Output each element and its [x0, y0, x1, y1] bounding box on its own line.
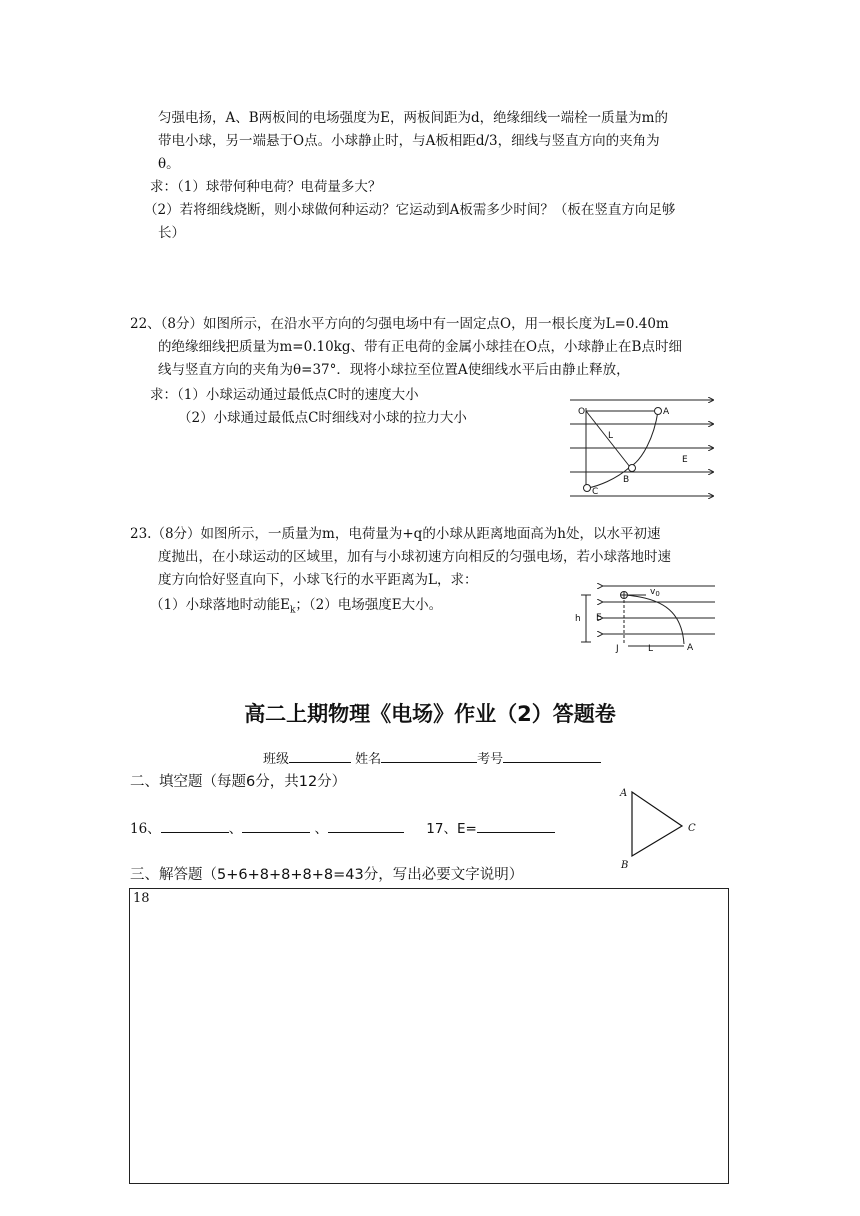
triangle-figure [618, 782, 702, 874]
label-C: C [688, 823, 696, 834]
student-info-line [263, 748, 601, 771]
section2-heading: 二、填空题（每题6分，共12分） [130, 774, 347, 790]
q23-line3: 度方向恰好竖直向下，小球飞行的水平距离为L，求： [158, 572, 478, 588]
ball-C [584, 485, 591, 492]
q22-figure [570, 390, 720, 500]
q17-blank[interactable] [477, 818, 555, 833]
label-J: J [616, 644, 619, 654]
label-A: A [620, 788, 628, 799]
answer-box-18[interactable] [129, 888, 729, 1184]
label-A: A [687, 643, 694, 653]
q21-line1: 匀强电扬，A、B两板间的电场强度为E，两板间距为d，绝缘细线一端栓一质量为m的 [158, 110, 668, 126]
q23-ask-part2: ；（2）电场强度E大小。 [295, 597, 443, 613]
class-label: 班级 [263, 752, 290, 767]
q21-ask2b: 长） [158, 225, 185, 241]
q23-ask [150, 594, 442, 623]
q22-line1: 22、（8分）如图所示，在沿水平方向的匀强电场中有一固定点O，用一根长度为L=0.40m [130, 316, 669, 332]
q22-line3: 线与竖直方向的夹角为θ=37°．现将小球拉至位置A使细线水平后由静止释放， [158, 362, 630, 378]
q22-line2: 的绝缘细线把质量为m=0.10kg、带有正电荷的金属小球挂在O点，小球静止在B点时细 [158, 339, 682, 355]
q23-ask-part1: （1）小球落地时动能E [150, 597, 290, 613]
q17-label: 17、E= [426, 821, 477, 837]
q23-line1: 23.（8分）如图所示，一质量为m，电荷量为+q的小球从距离地面高为h处，以水平初速 [130, 526, 661, 542]
q23-line2: 度抛出，在小球运动的区域里，加有与小球初速方向相反的匀强电场，若小球落地时速 [158, 549, 671, 565]
q21-ask2: （2）若将细线烧断，则小球做何种运动？它运动到A板需多少时间？（板在竖直方向足够 [144, 202, 676, 218]
label-h: h [575, 614, 581, 624]
q23-ask-sub-k: k [289, 605, 296, 616]
ball-B [629, 465, 636, 472]
q16-blank-3[interactable] [328, 818, 404, 833]
label-O: O [578, 407, 586, 417]
q16-label: 16、 [130, 821, 161, 837]
q16-blank-1[interactable] [161, 818, 229, 833]
ball-A [655, 408, 662, 415]
exam-no-label: 考号 [477, 752, 504, 767]
triangle-ABC [632, 792, 682, 856]
q16-blank-2[interactable] [242, 818, 310, 833]
q22-ask2: （2）小球通过最低点C时细线对小球的拉力大小 [178, 410, 467, 426]
name-label: 姓名 [355, 752, 382, 767]
q23-figure [572, 580, 720, 655]
q21-ask1: 求：（1）球带何种电荷？电荷量多大？ [150, 179, 382, 195]
label-B: B [621, 860, 629, 871]
exam-no-blank[interactable] [503, 748, 601, 763]
class-blank[interactable] [289, 748, 351, 763]
label-E: E [682, 455, 688, 465]
q16-sep-2: 、 [314, 821, 328, 837]
label-C: C [592, 487, 599, 497]
name-blank[interactable] [381, 748, 477, 763]
q21-line3: θ。 [158, 156, 180, 172]
fill-blank-line [130, 818, 555, 841]
label-v0: $v_0$ [650, 587, 660, 598]
section3-heading: 三、解答题（5+6+8+8+8+8=43分，写出必要文字说明） [130, 867, 524, 883]
label-A: A [663, 407, 670, 417]
q21-line2: 带电小球，另一端悬于O点。小球静止时，与A板相距d/3，细线与竖直方向的夹角为 [158, 133, 660, 149]
label-L: L [648, 644, 654, 654]
label-B: B [623, 475, 630, 485]
label-L: L [608, 431, 614, 441]
label-E: E [596, 613, 602, 623]
q22-ask1: 求：（1）小球运动通过最低点C时的速度大小 [150, 387, 419, 403]
answer-sheet-title: 高二上期物理《电场》作业（2）答题卷 [244, 702, 616, 726]
answer-box-number: 18 [133, 891, 150, 906]
q16-sep-1: 、 [228, 821, 243, 837]
